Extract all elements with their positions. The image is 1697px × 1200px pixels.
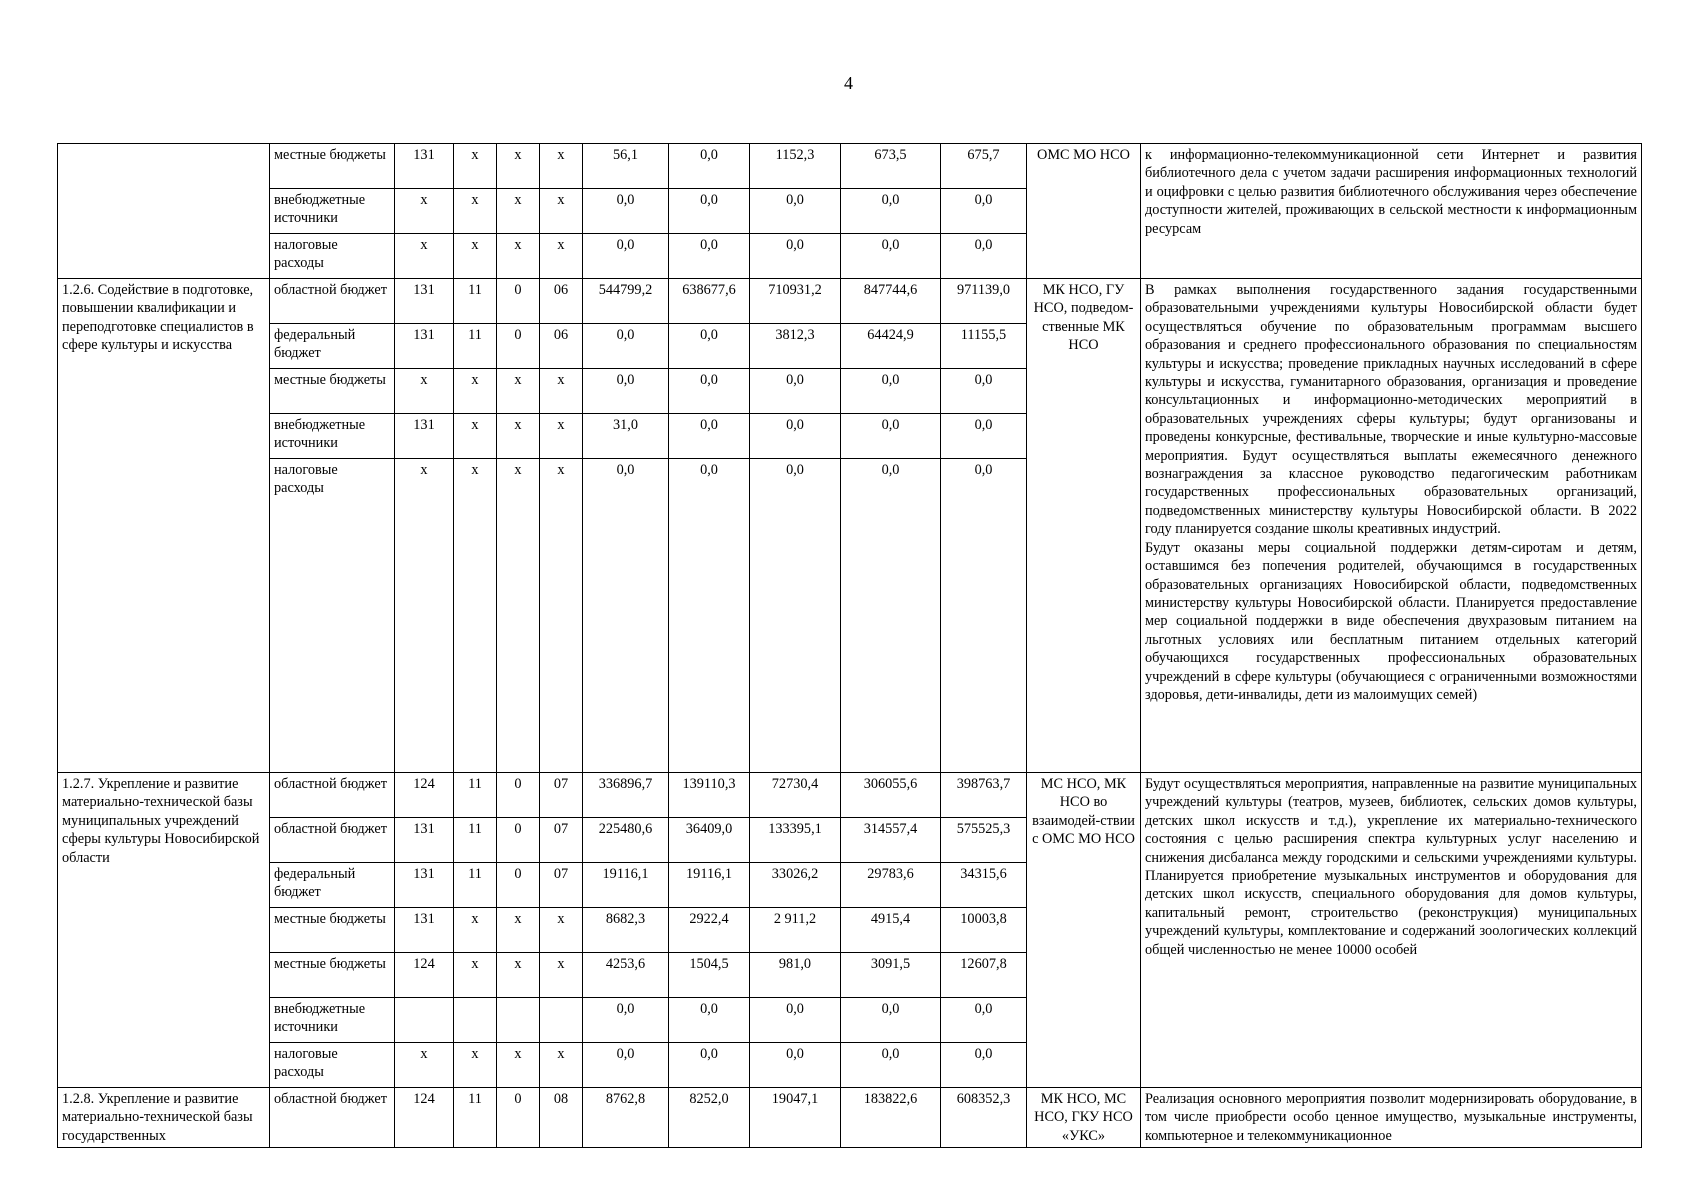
value-cell: 675,7 [941, 144, 1027, 189]
value-cell: 0,0 [750, 369, 841, 414]
value-cell: 608352,3 [941, 1088, 1027, 1148]
value-cell: 11 [454, 863, 497, 908]
value-cell: 3812,3 [750, 324, 841, 369]
value-cell: 131 [395, 279, 454, 324]
value-cell: 11 [454, 1088, 497, 1148]
value-cell: 4253,6 [583, 953, 669, 998]
value-cell: 0 [497, 279, 540, 324]
value-cell: х [395, 1043, 454, 1088]
funding-source: местные бюджеты [270, 144, 395, 189]
value-cell: 336896,7 [583, 773, 669, 818]
responsible-executor: ОМС МО НСО [1027, 144, 1141, 279]
value-cell: 124 [395, 1088, 454, 1148]
value-cell: 183822,6 [841, 1088, 941, 1148]
value-cell: 0,0 [941, 998, 1027, 1043]
value-cell: 8762,8 [583, 1088, 669, 1148]
value-cell [454, 998, 497, 1043]
funding-source: областной бюджет [270, 818, 395, 863]
value-cell: 07 [540, 863, 583, 908]
value-cell: 131 [395, 863, 454, 908]
funding-source: местные бюджеты [270, 908, 395, 953]
value-cell: 08 [540, 1088, 583, 1148]
value-cell: х [454, 234, 497, 279]
table-row [58, 279, 1642, 324]
funding-source: областной бюджет [270, 1088, 395, 1148]
value-cell: х [497, 144, 540, 189]
value-cell: 0,0 [841, 1043, 941, 1088]
funding-source: местные бюджеты [270, 369, 395, 414]
value-cell: х [540, 144, 583, 189]
value-cell [497, 998, 540, 1043]
value-cell: 0,0 [841, 189, 941, 234]
value-cell: 131 [395, 144, 454, 189]
measure-name [58, 144, 270, 279]
value-cell: х [497, 908, 540, 953]
table-row [58, 1088, 1642, 1148]
value-cell: 139110,3 [669, 773, 750, 818]
value-cell: 10003,8 [941, 908, 1027, 953]
value-cell: 06 [540, 279, 583, 324]
value-cell: 06 [540, 324, 583, 369]
value-cell: х [497, 234, 540, 279]
value-cell: 31,0 [583, 414, 669, 459]
value-cell: х [540, 953, 583, 998]
value-cell: 0,0 [750, 459, 841, 773]
value-cell: х [454, 459, 497, 773]
value-cell: 0,0 [841, 414, 941, 459]
value-cell: 0,0 [941, 1043, 1027, 1088]
value-cell: 11 [454, 773, 497, 818]
measure-name: 1.2.7. Укрепление и развитие материально-технической базы муниципальных учреждений сферы культуры Новосибирской области [58, 773, 270, 1088]
value-cell: 314557,4 [841, 818, 941, 863]
value-cell: 2922,4 [669, 908, 750, 953]
value-cell: 0,0 [750, 189, 841, 234]
value-cell: 11 [454, 818, 497, 863]
value-cell: 673,5 [841, 144, 941, 189]
value-cell [395, 998, 454, 1043]
result-paragraph: В рамках выполнения государственного задания государственными образовательными учреждениями культуры Новосибирской области будет осуществляться обучение по образовательным программам высшего образования и среднего профессионального образования по специальностям культуры и искусства; проведение прикладных научных исследований в сфере культуры и искусства, гуманитарного образования, организация и проведение консультационных и информационно-методических мероприятий в образовательных учреждениях сферы культуры; будут организованы и проведены конкурсные, фестивальные, творческие и иные культурно-массовые мероприятия. Будут осуществляться выплаты ежемесячного денежного вознаграждения за классное руководство педагогическим работникам государственных профессиональных образовательных организаций, подведомственных министерству культуры Новосибирской области. В 2022 году планируется создание школы креативных индустрий. [1145, 282, 1637, 538]
value-cell: 4915,4 [841, 908, 941, 953]
value-cell: 0,0 [583, 369, 669, 414]
measure-name: 1.2.6. Содействие в подготовке, повышении квалификации и переподготовке специалистов в сфере культуры и искусства [58, 279, 270, 773]
value-cell: 07 [540, 818, 583, 863]
expected-result [1141, 1088, 1642, 1148]
value-cell: 131 [395, 908, 454, 953]
value-cell: 19116,1 [583, 863, 669, 908]
funding-source: федеральный бюджет [270, 324, 395, 369]
value-cell: х [497, 369, 540, 414]
value-cell: х [540, 459, 583, 773]
value-cell: 34315,6 [941, 863, 1027, 908]
value-cell: х [497, 189, 540, 234]
value-cell: 1504,5 [669, 953, 750, 998]
funding-source: местные бюджеты [270, 953, 395, 998]
value-cell: 0,0 [841, 234, 941, 279]
expected-result [1141, 773, 1642, 1088]
value-cell: 64424,9 [841, 324, 941, 369]
funding-source: внебюджетные источники [270, 189, 395, 234]
funding-source: налоговые расходы [270, 459, 395, 773]
value-cell: 131 [395, 414, 454, 459]
value-cell: 0,0 [669, 414, 750, 459]
value-cell: 19047,1 [750, 1088, 841, 1148]
value-cell: 0,0 [669, 1043, 750, 1088]
value-cell: 0,0 [941, 459, 1027, 773]
value-cell: х [540, 1043, 583, 1088]
value-cell: 710931,2 [750, 279, 841, 324]
value-cell: х [454, 144, 497, 189]
page-number: 4 [844, 73, 853, 93]
funding-source: налоговые расходы [270, 234, 395, 279]
expected-result [1141, 279, 1642, 773]
value-cell: 0,0 [750, 998, 841, 1043]
value-cell: х [395, 459, 454, 773]
value-cell: 0 [497, 863, 540, 908]
value-cell: 11 [454, 324, 497, 369]
value-cell: х [497, 414, 540, 459]
value-cell: 544799,2 [583, 279, 669, 324]
funding-source: налоговые расходы [270, 1043, 395, 1088]
value-cell: 29783,6 [841, 863, 941, 908]
value-cell: 56,1 [583, 144, 669, 189]
value-cell: х [395, 189, 454, 234]
value-cell: 0 [497, 773, 540, 818]
value-cell: 1152,3 [750, 144, 841, 189]
value-cell: 0,0 [841, 459, 941, 773]
value-cell [540, 998, 583, 1043]
value-cell: 0,0 [941, 234, 1027, 279]
responsible-executor: МК НСО, ГУ НСО, подведом-ственные МК НСО [1027, 279, 1141, 773]
value-cell: 2 911,2 [750, 908, 841, 953]
value-cell: 0,0 [941, 369, 1027, 414]
value-cell: 0,0 [583, 459, 669, 773]
value-cell: х [454, 414, 497, 459]
value-cell: х [395, 234, 454, 279]
table-row [58, 144, 1642, 189]
value-cell: х [540, 234, 583, 279]
value-cell: 0,0 [669, 144, 750, 189]
value-cell: 19116,1 [669, 863, 750, 908]
value-cell: 131 [395, 818, 454, 863]
value-cell: 0,0 [669, 234, 750, 279]
value-cell: 33026,2 [750, 863, 841, 908]
value-cell: 0,0 [841, 998, 941, 1043]
value-cell: 07 [540, 773, 583, 818]
value-cell: 0,0 [669, 369, 750, 414]
value-cell: 0 [497, 324, 540, 369]
value-cell: 847744,6 [841, 279, 941, 324]
value-cell: 0,0 [583, 234, 669, 279]
expected-result [1141, 144, 1642, 279]
value-cell: 0,0 [669, 189, 750, 234]
result-paragraph: к информационно-телекоммуникационной сети Интернет и развития библиотечного дела с учетом задачи расширения информационных технологий и оцифровки с целью развития библиотечного обслуживания через обеспечение доступности жителей, проживающих в сельской местности к информационным ресурсам [1145, 147, 1637, 237]
value-cell: 131 [395, 324, 454, 369]
value-cell: 0,0 [750, 234, 841, 279]
result-paragraph: Будут осуществляться мероприятия, направленные на развитие муниципальных учреждений культуры (театров, музеев, библиотек, сельских домов культуры, детских школ искусств и т.д.), укрепление их материально-технического состояния с целью расширения спектра культурных услуг населению и снижения дисбаланса между городскими и сельскими учреждениями культуры. Планируется приобретение музыкальных инструментов и оборудования для детских школ искусств, специального оборудования для домов культуры, капитальный ремонт, строительство (реконструкция) муниципальных учреждений культуры, комплектование и содержаний зоологических коллекций общей численностью не менее 10000 особей [1145, 776, 1637, 958]
value-cell: 0 [497, 818, 540, 863]
value-cell: 0,0 [841, 369, 941, 414]
funding-source: внебюджетные источники [270, 998, 395, 1043]
value-cell: 0,0 [669, 459, 750, 773]
result-paragraph: Будут оказаны меры социальной поддержки детям-сиротам и детям, оставшимся без попечения родителей, обучающимся в государственных образовательных организациях Новосибирской области, подведомственных министерству культуры Новосибирской области. Планируется предоставление мер социальной поддержки в виде обеспечения двухразовым питанием на льготных условиях или бесплатным питанием отдельных категорий обучающихся государственных профессиональных образовательных учреждений в сфере культуры (обучающиеся с ограниченными возможностями здоровья, дети-инвалиды, дети из малоимущих семей) [1145, 539, 1637, 703]
value-cell: 0,0 [669, 998, 750, 1043]
value-cell: 8682,3 [583, 908, 669, 953]
value-cell: 575525,3 [941, 818, 1027, 863]
value-cell: 11 [454, 279, 497, 324]
funding-source: федеральный бюджет [270, 863, 395, 908]
value-cell: 0 [497, 1088, 540, 1148]
value-cell: 8252,0 [669, 1088, 750, 1148]
responsible-executor: МК НСО, МС НСО, ГКУ НСО «УКС» [1027, 1088, 1141, 1148]
value-cell: х [454, 189, 497, 234]
value-cell: 0,0 [583, 1043, 669, 1088]
value-cell: х [454, 908, 497, 953]
value-cell: 3091,5 [841, 953, 941, 998]
value-cell: х [540, 369, 583, 414]
value-cell: 0,0 [750, 1043, 841, 1088]
value-cell: 124 [395, 953, 454, 998]
value-cell: 11155,5 [941, 324, 1027, 369]
value-cell: 981,0 [750, 953, 841, 998]
value-cell: 36409,0 [669, 818, 750, 863]
value-cell: х [497, 459, 540, 773]
funding-source: областной бюджет [270, 279, 395, 324]
value-cell: 0,0 [583, 324, 669, 369]
funding-source: внебюджетные источники [270, 414, 395, 459]
value-cell: 12607,8 [941, 953, 1027, 998]
value-cell: 971139,0 [941, 279, 1027, 324]
value-cell: 0,0 [941, 414, 1027, 459]
responsible-executor: МС НСО, МК НСО во взаимодей-ствии с ОМС МО НСО [1027, 773, 1141, 1088]
value-cell: х [454, 1043, 497, 1088]
value-cell: х [454, 953, 497, 998]
value-cell: х [540, 414, 583, 459]
table-row [58, 773, 1642, 818]
value-cell: 133395,1 [750, 818, 841, 863]
value-cell: 0,0 [583, 189, 669, 234]
value-cell: х [454, 369, 497, 414]
value-cell: х [540, 189, 583, 234]
program-table [57, 143, 1642, 1148]
value-cell: 0,0 [941, 189, 1027, 234]
value-cell: х [395, 369, 454, 414]
value-cell: 306055,6 [841, 773, 941, 818]
funding-source: областной бюджет [270, 773, 395, 818]
value-cell: 0,0 [669, 324, 750, 369]
measure-name: 1.2.8. Укрепление и развитие материально-технической базы государственных [58, 1088, 270, 1148]
value-cell: 225480,6 [583, 818, 669, 863]
value-cell: 124 [395, 773, 454, 818]
value-cell: х [540, 908, 583, 953]
value-cell: 0,0 [750, 414, 841, 459]
result-paragraph: Реализация основного мероприятия позволит модернизировать оборудование, в том числе приобрести особо ценное имущество, музыкальные инструменты, компьютерное и телекоммуникационное [1145, 1091, 1637, 1144]
value-cell: 638677,6 [669, 279, 750, 324]
value-cell: 0,0 [583, 998, 669, 1043]
value-cell: 398763,7 [941, 773, 1027, 818]
value-cell: х [497, 1043, 540, 1088]
value-cell: х [497, 953, 540, 998]
value-cell: 72730,4 [750, 773, 841, 818]
